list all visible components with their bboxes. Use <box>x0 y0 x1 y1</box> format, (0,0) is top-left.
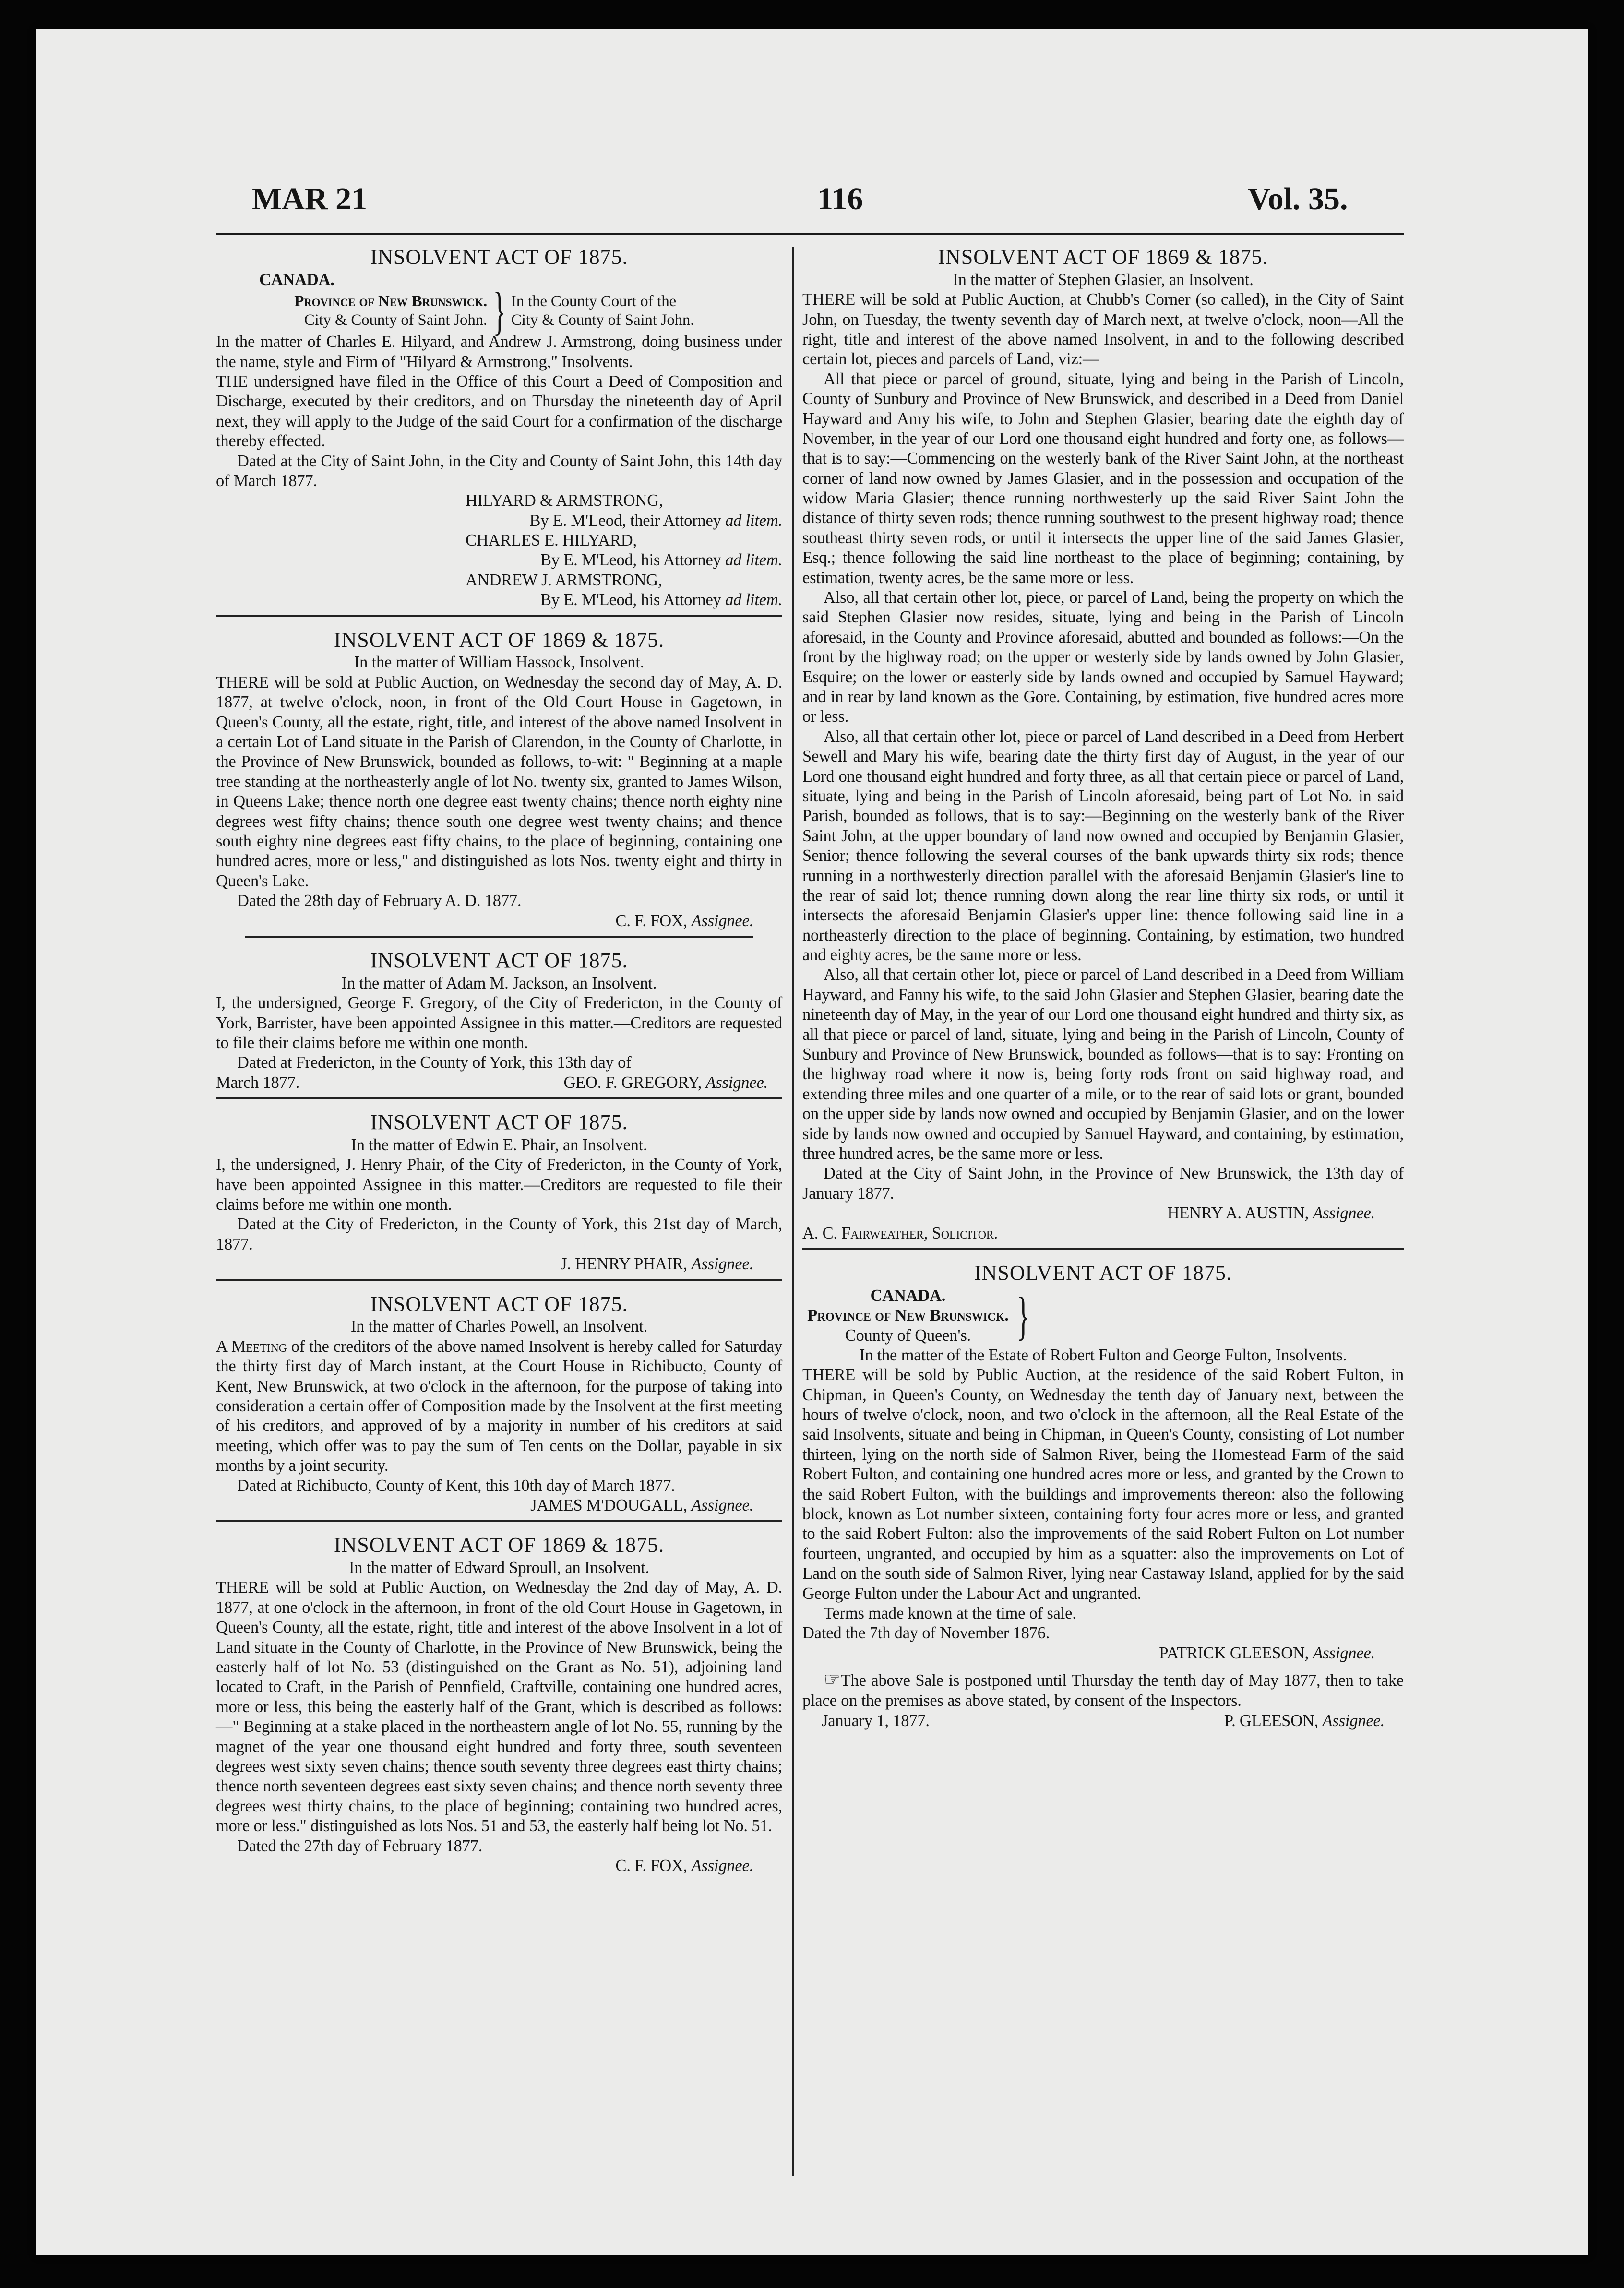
brace-glyph: } <box>1016 1286 1029 1345</box>
province-label: Province of New Brunswick. <box>807 1306 1009 1325</box>
left-column <box>216 245 782 1876</box>
matter-line: In the matter of Charles E. Hilyard, and Andrew J. Armstrong, doing business under the name, style and Firm of "Hilyard & Armstrong," Insolvents. <box>216 333 782 371</box>
dated-line: Dated at the City of Saint John, in the Province of New Brunswick, the 13th day of January 1877. <box>802 1164 1404 1203</box>
notice-sproull <box>216 1533 782 1876</box>
parcel-4: Also, all that certain other lot, piece or parcel of Land described in a Deed from William Hayward, and Fanny his wife, to the said John Glasier and Stephen Glasier, bearing date the nineteenth day of May, in the year of our Lord one thousand eight hundred and thirty six, as all that piece or parcel of land, situate, lying and being in the Parish of Lincoln, County of Sunbury and Province of New Brunswick, bounded as follows—that is to say: Fronting on the highway road where it now is, being forty rods front on said highway road, and extending three miles and one quarter of a mile, or to the rear of said lots or grant, bounded on the upper side by lands now owned and occupied by Benjamin Glasier, and on the lower side by lands now owned and occupied by Samuel Hayward, and containing, by estimation, three hundred acres, be the same more or less. <box>802 965 1404 1163</box>
signature: JAMES M'DOUGALL, Assignee. <box>530 1496 753 1514</box>
notice-body: THE undersigned have filed in the Office of this Court a Deed of Composition and Discharge, executed by their creditors, and on Thursday the nineteenth day of April next, they will apply to the Judge of the said Court for a confirmation of the discharge thereby effected. <box>216 372 782 451</box>
notice-title: INSOLVENT ACT OF 1875. <box>974 1261 1232 1285</box>
notice-subtitle: In the matter of Stephen Glasier, an Insolvent. <box>953 270 1254 289</box>
terms-line: Terms made known at the time of sale. <box>824 1604 1076 1622</box>
notice-body: THERE will be sold by Public Auction, at the residence of the said Robert Fulton, in Chipman, in Queen's County, on Wednesday the tenth day of January next, between the hours of twelve o'clock, noon, and two o'clock in the afternoon, all the Real Estate of the said Insolvents, situate and being in Chipman, in Queen's County, consisting of Lot number thirteen, lying on the north side of Salmon River, being the Homestead Farm of the said Robert Fulton, and containing one hundred acres more or less, and granted by the Crown to the said Robert Fulton, with the buildings and improvements thereon: also the following block, known as Lot number sixteen, containing forty four acres more or less, and granted to the said Robert Fulton: also the improvements of the said Robert Fulton on Lot number fourteen, ungranted, and occupied by him as a squatter: also the improvements on Lot of Land on the south side of Salmon River, lying near Castaway Island, applied for by the said George Fulton under the Labour Act and ungranted. <box>802 1366 1404 1603</box>
page-sheet <box>36 29 1588 2255</box>
notice-body: I, the undersigned, J. Henry Phair, of the City of Fredericton, in the County of York, have been appointed Assignee in this matter.—Creditors are requested to file their claims before me within one month. <box>216 1156 782 1214</box>
header-page-number: 116 <box>817 181 863 216</box>
notice-subtitle: In the matter of Edwin E. Phair, an Insolvent. <box>351 1135 647 1154</box>
dated-line: Dated at the City of Saint John, in the City and County of Saint John, this 14th day of March 1877. <box>216 452 782 490</box>
notice-fulton <box>802 1261 1404 1731</box>
notice-title: INSOLVENT ACT OF 1875. <box>370 1110 628 1134</box>
jurisdiction-block <box>802 1286 1404 1346</box>
notice-hassock <box>216 628 782 931</box>
header-date: MAR 21 <box>252 181 368 216</box>
notice-powell <box>216 1292 782 1516</box>
notice-subtitle: In the matter of Charles Powell, an Insolvent. <box>350 1317 648 1336</box>
signature: C. F. FOX, Assignee. <box>615 1856 753 1875</box>
canada-label: CANADA. <box>259 270 334 289</box>
signature: J. HENRY PHAIR, Assignee. <box>561 1255 753 1274</box>
notice-divider <box>802 1248 1404 1250</box>
header-volume: Vol. 35. <box>1248 181 1348 216</box>
signature-firm: HILYARD & ARMSTRONG, <box>466 491 663 510</box>
signature: C. F. FOX, Assignee. <box>615 911 753 930</box>
notice-divider <box>216 1520 782 1522</box>
brace-glyph: } <box>493 282 506 341</box>
notice-title: INSOLVENT ACT OF 1869 & 1875. <box>334 1533 665 1557</box>
dated-line: Dated the 28th day of February A. D. 1877. <box>237 892 522 910</box>
notice-divider <box>216 1279 782 1281</box>
notice-divider <box>216 615 782 617</box>
signature: PATRICK GLEESON, Assignee. <box>1159 1644 1375 1662</box>
notice-jackson <box>216 948 782 1093</box>
notice-phair <box>216 1110 782 1275</box>
notice-body: A Meeting of the creditors of the above named Insolvent is hereby called for Saturday the thirty first day of March instant, at the Court House in Richibucto, County of Kent, New Brunswick, at two o'clock in the afternoon, for the purpose of taking into consideration a certain offer of Composition made by the Insolvent at the first meeting of his creditors, and approved of by a majority in number of his creditors at said meeting, which offer was to pay the sum of Ten cents on the Dollar, payable in six months by a joint security. <box>216 1337 782 1475</box>
jurisdiction-block <box>216 282 782 341</box>
parcel-3: Also, all that certain other lot, piece or parcel of Land described in a Deed from Herbert Sewell and Mary his wife, bearing date the thirty first day of August, in the year of our Lord one thousand eight hundred and forty three, as all that certain piece or parcel of Land, situate, lying and being in the Parish of Lincoln aforesaid, being part of Lot No. in said Parish, bounded as follows, that is to say:—Beginning on the westerly bank of the River Saint John, at the upper boundary of land now owned and occupied by Benjamin Glasier, Senior; thence following the several courses of the bank upwards thirty six rods; thence running in a northwesterly direction parallel with the aforesaid Benjamin Glasier's line to the rear of said lot; thence running down along the rear line thirty six rods, or until it intersects the aforesaid Benjamin Glasier's upper line: thence following said line in a northeasterly direction to the place of beginning. Containing, by estimation, two hundred and eighty acres, be the same more or less. <box>802 727 1404 965</box>
parcel-1: All that piece or parcel of ground, situate, lying and being in the Parish of Lincoln, County of Sunbury and Province of New Brunswick, and described in a Deed from Daniel Hayward and Amy his wife, to John and Stephen Glasier, bearing date the eighth day of November, in the year of our Lord one thousand eight hundred and forty one, as follows—that is to say:—Commencing on the westerly bank of the River Saint John, at the northeast corner of land now owned by James Glasier, and in the possession and occupation of the widow Maria Glasier; thence running northwesterly up the said River Saint John the distance of thirty seven rods; thence running southwest to the present highway road; thence southeast thirty seven rods, or until it intersects the upper line of the said James Glasier, Esq.; thence following the said line northeast to the place of beginning; containing, by estimation, twenty acres, be the same more or less. <box>802 369 1404 587</box>
notice-body: THERE will be sold at Public Auction, on Wednesday the second day of May, A. D. 1877, at twelve o'clock, noon, in front of the Old Court House in Gagetown, in Queen's County, all the estate, right, title, and interest of the above named Insolvent in a certain Lot of Land situate in the Parish of Clarendon, in the County of Charlotte, in the Province of New Brunswick, bounded as follows, to-wit: " Beginning at a maple tree standing at the northeasterly angle of lot No. twenty six, granted to James Wilson, in Queens Lake; thence north one degree east twenty chains; thence north eighty nine degrees west fifty chains; thence south one degree west twenty chains; and thence south eighty nine degrees east fifty chains, to the place of beginning, containing one hundred acres, more or less," and distinguished as lots Nos. twenty eight and thirty in Queen's Lake. <box>216 673 782 890</box>
header-rule <box>216 233 1404 235</box>
city-label: City & County of Saint John. <box>304 311 487 329</box>
notice-title: INSOLVENT ACT OF 1875. <box>370 245 628 269</box>
signature: HENRY A. AUSTIN, Assignee. <box>1167 1204 1375 1223</box>
column-divider <box>792 247 794 2176</box>
signature-attorney-armstrong: By E. M'Leod, his Attorney ad litem. <box>540 591 782 609</box>
parcel-2: Also, all that certain other lot, piece, or parcel of Land, being the property on which the said Stephen Glasier now resides, situate, lying and being in the Parish of Lincoln aforesaid, in the County and Province aforesaid, abutted and bounded as follows:—On the front by the highway road; on the upper or westerly side by lands owned by John Glasier, Esquire; on the lower or easterly side by lands owned and occupied by Samuel Hayward; and in rear by land known as the Gore. Containing, by estimation, five hundred acres more or less. <box>802 588 1404 726</box>
notice-title: INSOLVENT ACT OF 1875. <box>370 1292 628 1316</box>
notice-body: THERE will be sold at Public Auction, at Chubb's Corner (so called), in the City of Saint John, on Tuesday, the twenty seventh day of March next, at twelve o'clock, noon—All the right, title and interest of the above named Insolvent, in and to the following described certain lot, pieces and parcels of Land, viz:— <box>802 290 1404 369</box>
signature-armstrong: ANDREW J. ARMSTRONG, <box>466 571 662 589</box>
notice-hilyard <box>216 245 782 610</box>
county-label: County of Queen's. <box>845 1326 971 1345</box>
dated-signature-row: March 1877. GEO. F. GREGORY, Assignee. <box>216 1073 768 1092</box>
matter-line: In the matter of the Estate of Robert Fulton and George Fulton, Insolvents. <box>859 1346 1347 1364</box>
notice-divider <box>216 1097 782 1099</box>
right-column <box>802 245 1404 1731</box>
solicitor-line: A. C. Fairweather, Solicitor. <box>802 1224 998 1242</box>
dated-line: Dated at Richibucto, County of Kent, this 10th day of March 1877. <box>237 1476 675 1495</box>
court-line-1: In the County Court of the <box>511 292 677 310</box>
province-label: Province of New Brunswick. <box>294 292 487 310</box>
signature-hilyard: CHARLES E. HILYARD, <box>466 531 637 550</box>
notice-title: INSOLVENT ACT OF 1869 & 1875. <box>938 245 1268 269</box>
notice-divider <box>245 936 753 938</box>
notice-body: THERE will be sold at Public Auction, on Wednesday the 2nd day of May, A. D. 1877, at one o'clock in the afternoon, in front of the old Court House in Gagetown, in Queen's County, all the estate, right, title and interest of the above Insolvent in a lot of Land situate in the County of Charlotte, in the Province of New Brunswick, being the easterly half of lot No. 53 (distinguished on the Grant as No. 51), adjoining land located to Craft, in the Parish of Pennfield, Craftville, containing one hundred acres, more or less, this being the easterly half of the Grant, which is described as follows:—" Beginning at a stake placed in the northeastern angle of lot No. 55, running by the magnet of the year one thousand eight hundred and forty three, south seventeen degrees west sixty seven chains; thence south seventy three degrees east thirty chains; thence north seventeen degrees east sixty seven chains; and thence north seventy three degrees west thirty chains, to the place of beginning; containing two hundred acres, more or less." distinguished as lots Nos. 51 and 53, the easterly half being lot No. 51. <box>216 1578 782 1835</box>
court-line-2: City & County of Saint John. <box>511 311 694 329</box>
dated-line: Dated the 27th day of February 1877. <box>237 1836 483 1855</box>
signature-attorney-firm: By E. M'Leod, their Attorney ad litem. <box>529 511 782 530</box>
notice-subtitle: In the matter of William Hassock, Insolvent. <box>354 653 645 672</box>
notice-title: INSOLVENT ACT OF 1875. <box>370 948 628 972</box>
dated-line: Dated at Fredericton, in the County of York, this 13th day of <box>237 1053 632 1072</box>
notice-title: INSOLVENT ACT OF 1869 & 1875. <box>334 628 665 652</box>
dated-line: Dated the 7th day of November 1876. <box>802 1624 1050 1643</box>
dated-line: Dated at the City of Fredericton, in the County of York, this 21st day of March, 1877. <box>216 1215 782 1253</box>
notice-subtitle: In the matter of Edward Sproull, an Insolvent. <box>348 1559 650 1577</box>
dated-signature-row: January 1, 1877. P. GLEESON, Assignee. <box>822 1711 1385 1730</box>
postponement-note: ☞The above Sale is postponed until Thursday the tenth day of May 1877, then to take place on the premises as above stated, by consent of the Inspectors. <box>802 1668 1404 1710</box>
canada-label: CANADA. <box>870 1286 946 1305</box>
notice-glasier <box>802 245 1404 1243</box>
notice-subtitle: In the matter of Adam M. Jackson, an Insolvent. <box>341 974 657 992</box>
pointing-hand-icon: ☞ <box>824 1668 841 1691</box>
notice-body: I, the undersigned, George F. Gregory, of the City of Fredericton, in the County of York, Barrister, have been appointed Assignee in this matter.—Creditors are requested to file their claims before me within one month. <box>216 994 782 1052</box>
signature-attorney-hilyard: By E. M'Leod, his Attorney ad litem. <box>540 551 782 570</box>
